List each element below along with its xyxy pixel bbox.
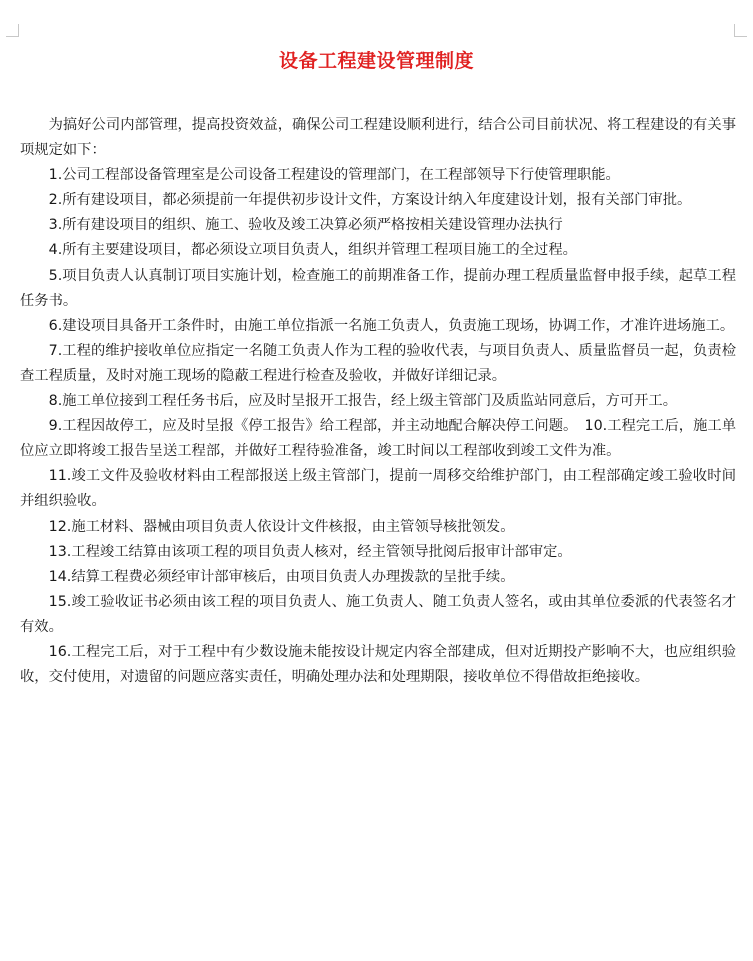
paragraph-item-14: 14.结算工程费必须经审计部审核后，由项目负责人办理拨款的呈批手续。: [48, 568, 515, 585]
paragraph-item-6: 6.建设项目具备开工条件时，由施工单位指派一名施工负责人，负责施工现场，协调工作，才准许进场施工。: [48, 317, 735, 334]
paragraph-item-7: 7.工程的维护接收单位应指定一名随工负责人作为工程的验收代表，与项目负责人、质量监督员一起，负责检查工程质量，及时对施工现场的隐蔽工程进行检查及验收，并做好详细记录。: [20, 342, 736, 384]
paragraph-item-1: 1.公司工程部设备管理室是公司设备工程建设的管理部门，在工程部领导下行使管理职能。: [48, 167, 620, 184]
page-corner-mark-top-right: [734, 24, 747, 37]
paragraph-item-11: 11.竣工文件及验收材料由工程部报送上级主管部门，提前一周移交给维护部门，由工程部确定竣工验收时间并组织验收。: [20, 468, 736, 510]
paragraph-item-9-10: 9.工程因故停工，应及时呈报《停工报告》给工程部，并主动地配合解决停工问题。 10.工程完工后，施工单位应立即将竣工报告呈送工程部，并做好工程待验准备，竣工时间以工程部收到竣工文件为准。: [20, 418, 736, 460]
paragraph-item-5: 5.项目负责人认真制订项目实施计划，检查施工的前期准备工作，提前办理工程质量监督申报手续，起草工程任务书。: [20, 267, 736, 309]
paragraph-item-4: 4.所有主要建设项目，都必须设立项目负责人，组织并管理工程项目施工的全过程。: [48, 242, 577, 259]
document-title: 设备工程建设管理制度: [278, 50, 474, 72]
paragraph-item-16: 16.工程完工后，对于工程中有少数设施未能按设计规定内容全部建成，但对近期投产影响不大，也应组织验收，交付使用，对遗留的问题应落实责任，明确处理办法和处理期限，接收单位不得借故拒绝接收。: [20, 643, 736, 686]
paragraph-item-13: 13.工程竣工结算由该项工程的项目负责人核对，经主管领导批阅后报审计部审定。: [48, 543, 572, 560]
paragraph-item-15: 15.竣工验收证书必须由该工程的项目负责人、施工负责人、随工负责人签名，或由其单位委派的代表签名才有效。: [20, 593, 736, 635]
paragraph-intro: 为搞好公司内部管理，提高投资效益，确保公司工程建设顺利进行，结合公司目前状况、将工程建设的有关事项规定如下：: [20, 117, 736, 159]
page-corner-mark-top-left: [6, 24, 19, 37]
paragraph-item-8: 8.施工单位接到工程任务书后，应及时呈报开工报告，经上级主管部门及质监站同意后，方可开工。: [48, 393, 677, 410]
paragraph-item-2: 2.所有建设项目，都必须提前一年提供初步设计文件，方案设计纳入年度建设计划，报有关部门审批。: [48, 192, 692, 209]
paragraph-item-3: 3.所有建设项目的组织、施工、验收及竣工决算必须严格按相关建设管理办法执行: [48, 217, 563, 234]
paragraph-item-12: 12.施工材料、器械由项目负责人依设计文件核报，由主管领导核批领发。: [48, 518, 515, 535]
document-body: [20, 113, 736, 690]
